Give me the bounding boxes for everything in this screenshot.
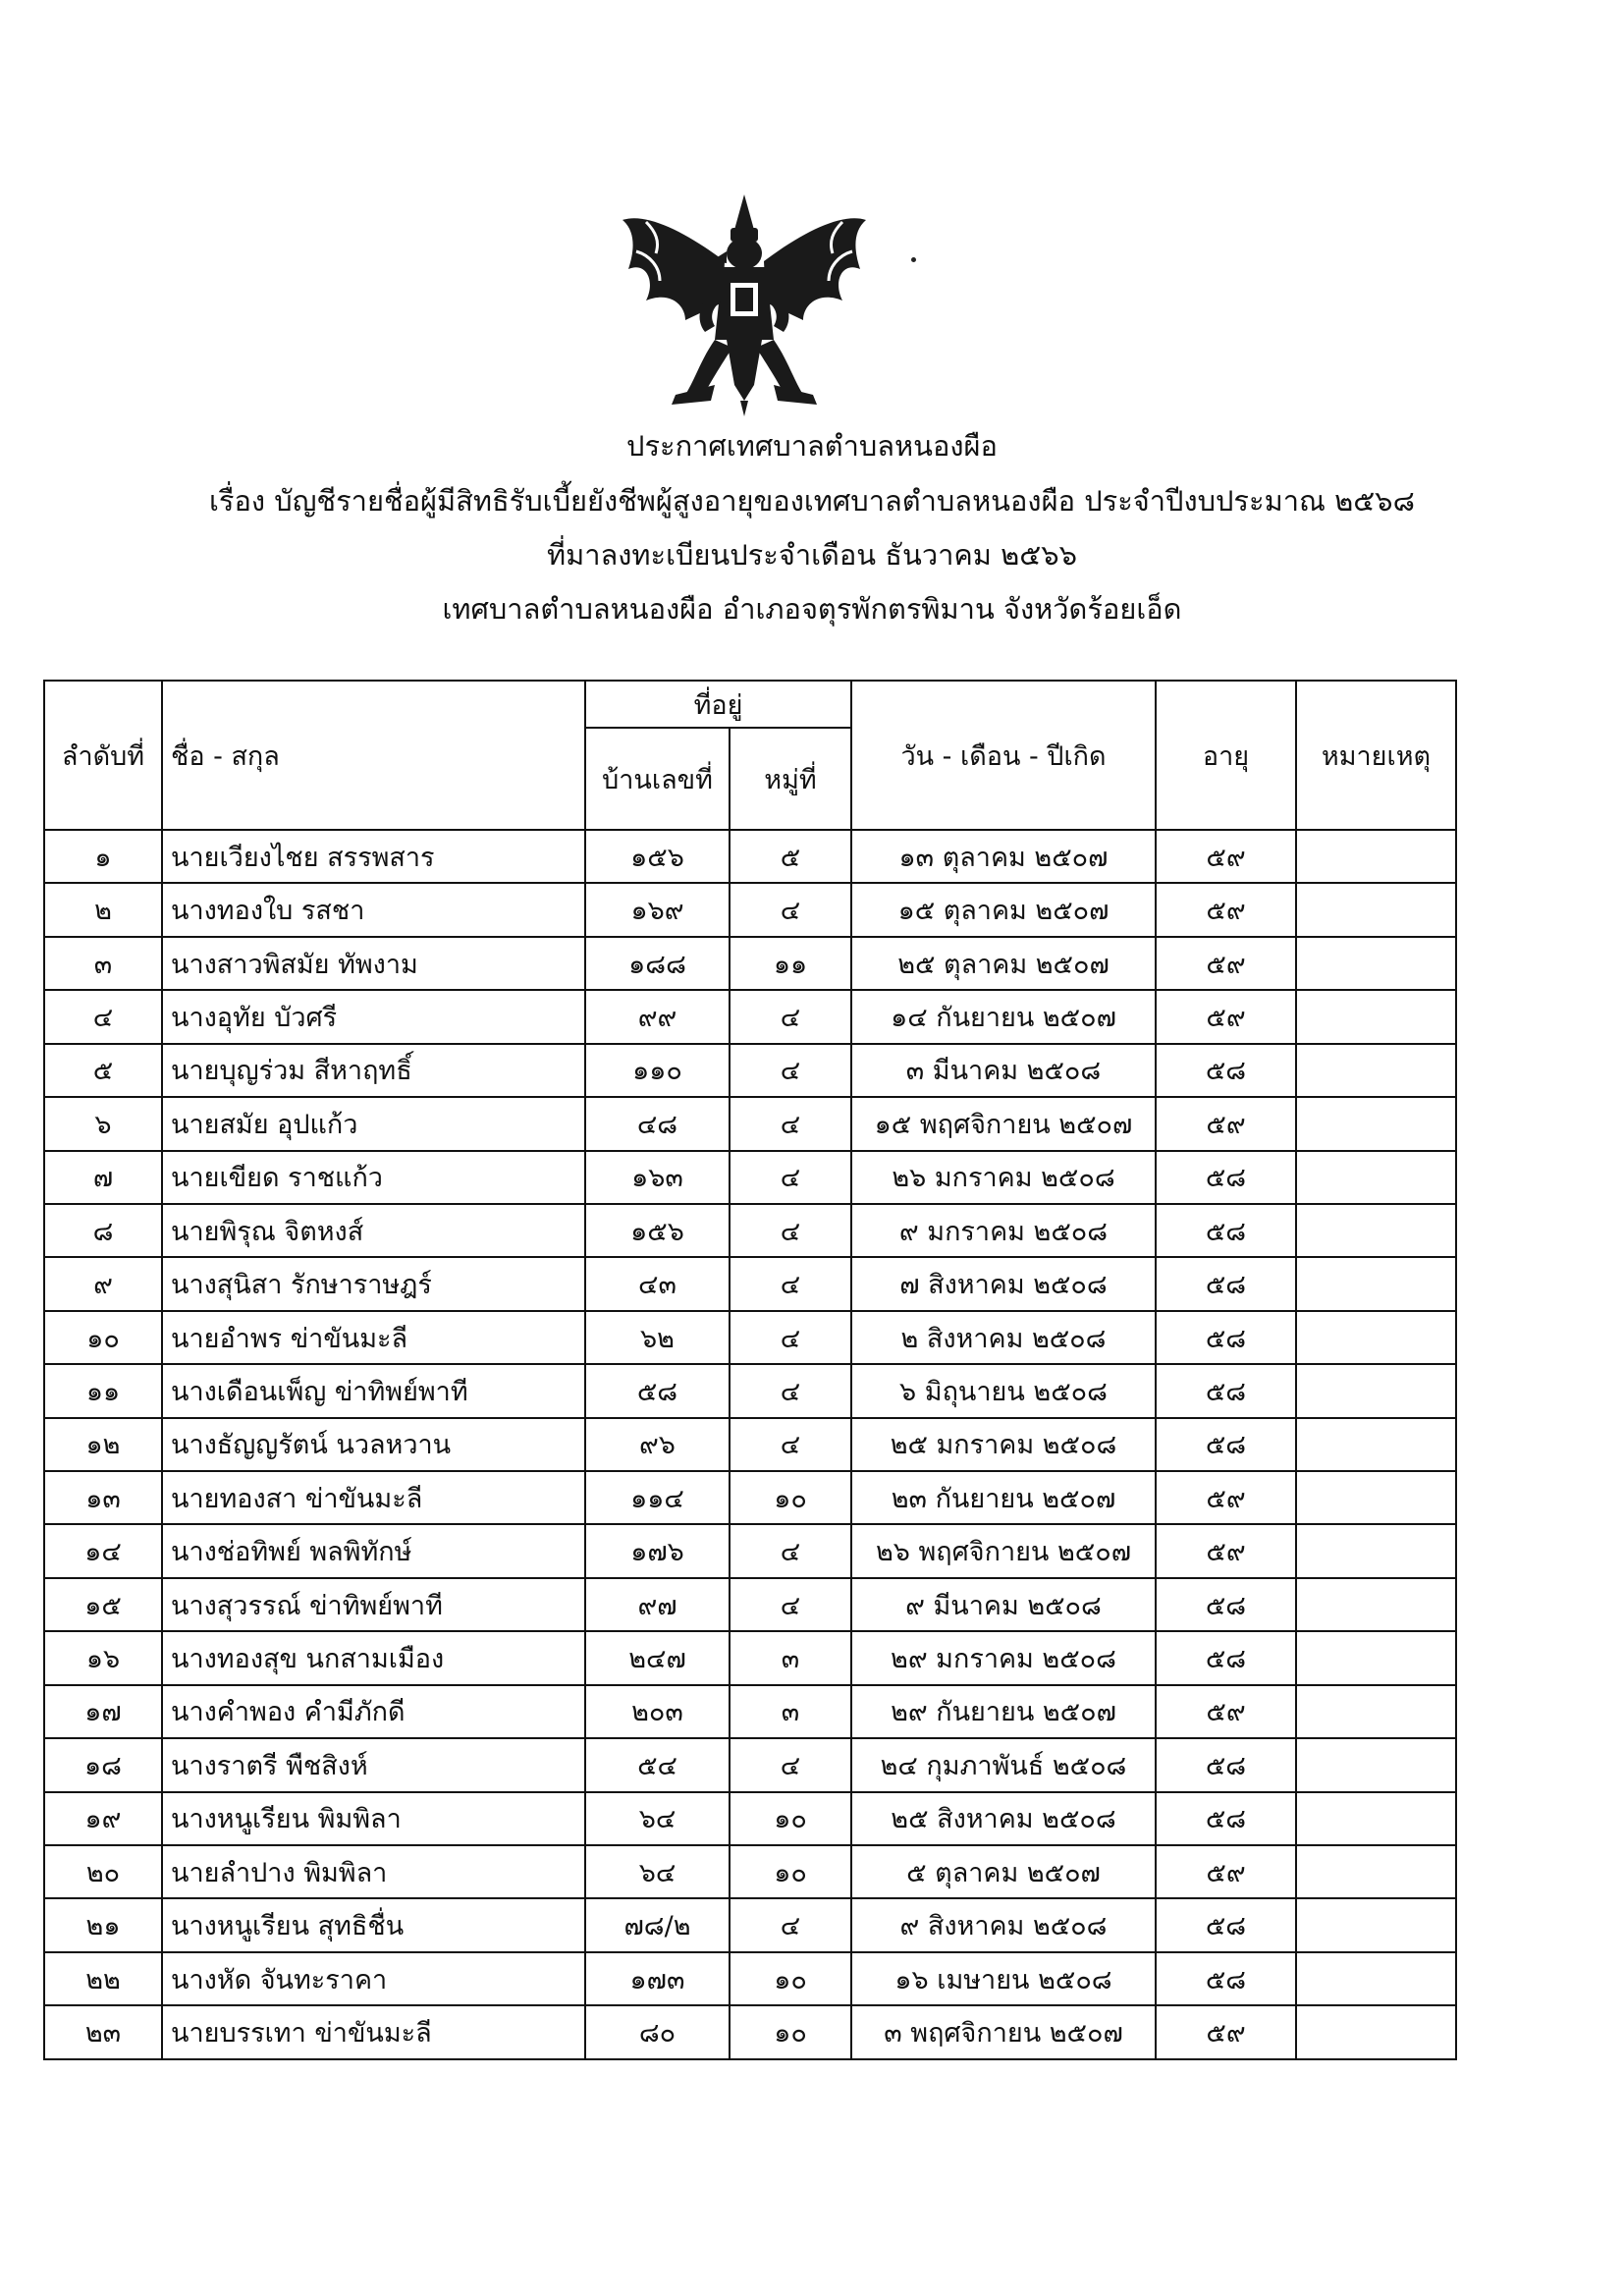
- table-row: [44, 1097, 1456, 1150]
- header-note: หมายเหตุ: [1296, 681, 1456, 830]
- row-note: [1296, 1471, 1456, 1524]
- registration-line: ที่มาลงทะเบียนประจำเดือน ธันวาคม ๒๕๖๖: [546, 538, 1078, 572]
- row-moo: ๑๐: [730, 1952, 851, 2005]
- row-house-number: ๔๘: [585, 1097, 730, 1150]
- row-house-number: ๕๘: [585, 1364, 730, 1417]
- header-moo: หมู่ที่: [730, 728, 851, 830]
- row-number: ๑๒: [44, 1418, 162, 1471]
- row-house-number: ๙๗: [585, 1578, 730, 1631]
- row-age: ๕๘: [1156, 1151, 1296, 1204]
- row-age: ๕๙: [1156, 1524, 1296, 1577]
- row-moo: ๔: [730, 883, 851, 936]
- row-note: [1296, 1685, 1456, 1738]
- row-number: ๕: [44, 1044, 162, 1097]
- row-house-number: ๒๐๓: [585, 1685, 730, 1738]
- row-house-number: ๑๖๓: [585, 1151, 730, 1204]
- row-birth-date: ๒ สิงหาคม ๒๕๐๘: [851, 1311, 1156, 1364]
- row-number: ๙: [44, 1257, 162, 1310]
- row-number: ๒๓: [44, 2005, 162, 2059]
- table-row: [44, 1311, 1456, 1364]
- row-number: ๓: [44, 937, 162, 990]
- row-note: [1296, 1097, 1456, 1150]
- row-note: [1296, 1257, 1456, 1310]
- header-address: ที่อยู่: [585, 681, 851, 728]
- table-row: [44, 1204, 1456, 1257]
- row-number: ๘: [44, 1204, 162, 1257]
- row-house-number: ๑๗๓: [585, 1952, 730, 2005]
- row-age: ๕๘: [1156, 1631, 1296, 1684]
- row-note: [1296, 1204, 1456, 1257]
- row-birth-date: ๙ มีนาคม ๒๕๐๘: [851, 1578, 1156, 1631]
- row-moo: ๔: [730, 990, 851, 1043]
- row-note: [1296, 1952, 1456, 2005]
- row-house-number: ๔๓: [585, 1257, 730, 1310]
- row-name: นางทองสุข นกสามเมือง: [162, 1631, 585, 1684]
- garuda-emblem-icon: [617, 192, 872, 418]
- table-row: [44, 1898, 1456, 1951]
- table-row: [44, 1738, 1456, 1791]
- row-moo: ๔: [730, 1418, 851, 1471]
- row-moo: ๔: [730, 1044, 851, 1097]
- row-name: นางสุวรรณ์ ข่าทิพย์พาที: [162, 1578, 585, 1631]
- row-birth-date: ๑๖ เมษายน ๒๕๐๘: [851, 1952, 1156, 2005]
- header-no: ลำดับที่: [44, 681, 162, 830]
- row-number: ๑๗: [44, 1685, 162, 1738]
- row-birth-date: ๒๕ สิงหาคม ๒๕๐๘: [851, 1792, 1156, 1845]
- row-age: ๕๙: [1156, 1845, 1296, 1898]
- row-name: นายอำพร ข่าขันมะลี: [162, 1311, 585, 1364]
- row-note: [1296, 1524, 1456, 1577]
- row-age: ๕๘: [1156, 1257, 1296, 1310]
- row-number: ๑๔: [44, 1524, 162, 1577]
- row-house-number: ๙๙: [585, 990, 730, 1043]
- row-moo: ๔: [730, 1097, 851, 1150]
- row-moo: ๔: [730, 1257, 851, 1310]
- row-age: ๕๘: [1156, 1204, 1296, 1257]
- row-name: นางเดือนเพ็ญ ข่าทิพย์พาที: [162, 1364, 585, 1417]
- table-row: [44, 937, 1456, 990]
- table-row: [44, 1631, 1456, 1684]
- row-age: ๕๙: [1156, 2005, 1296, 2059]
- row-birth-date: ๙ มกราคม ๒๕๐๘: [851, 1204, 1156, 1257]
- table-row: [44, 990, 1456, 1043]
- row-number: ๒: [44, 883, 162, 936]
- row-birth-date: ๒๕ ตุลาคม ๒๕๐๗: [851, 937, 1156, 990]
- row-house-number: ๒๔๗: [585, 1631, 730, 1684]
- row-birth-date: ๒๓ กันยายน ๒๕๐๗: [851, 1471, 1156, 1524]
- row-note: [1296, 883, 1456, 936]
- row-name: นายเวียงไชย สรรพสาร: [162, 830, 585, 883]
- row-age: ๕๘: [1156, 1364, 1296, 1417]
- row-note: [1296, 1792, 1456, 1845]
- row-note: [1296, 1311, 1456, 1364]
- row-note: [1296, 1151, 1456, 1204]
- row-number: ๗: [44, 1151, 162, 1204]
- subject-line: เรื่อง บัญชีรายชื่อผู้มีสิทธิรับเบี้ยยังชีพผู้สูงอายุของเทศบาลตำบลหนองผือ ประจำปีงบประมาณ ๒๕๖๘: [209, 484, 1415, 518]
- table-row: [44, 1257, 1456, 1310]
- row-birth-date: ๑๕ พฤศจิกายน ๒๕๐๗: [851, 1097, 1156, 1150]
- speck-mark: [911, 257, 916, 262]
- row-name: นายเขียด ราชแก้ว: [162, 1151, 585, 1204]
- row-house-number: ๑๑๔: [585, 1471, 730, 1524]
- row-moo: ๔: [730, 1311, 851, 1364]
- row-age: ๕๙: [1156, 1097, 1296, 1150]
- row-moo: ๑๐: [730, 1792, 851, 1845]
- row-age: ๕๘: [1156, 1738, 1296, 1791]
- row-house-number: ๑๑๐: [585, 1044, 730, 1097]
- row-birth-date: ๒๕ มกราคม ๒๕๐๘: [851, 1418, 1156, 1471]
- table-row: [44, 1151, 1456, 1204]
- row-moo: ๑๐: [730, 2005, 851, 2059]
- row-note: [1296, 1738, 1456, 1791]
- header-house: บ้านเลขที่: [585, 728, 730, 830]
- row-house-number: ๑๕๖: [585, 830, 730, 883]
- row-birth-date: ๑๕ ตุลาคม ๒๕๐๗: [851, 883, 1156, 936]
- row-age: ๕๙: [1156, 883, 1296, 936]
- row-age: ๕๘: [1156, 1578, 1296, 1631]
- row-house-number: ๖๒: [585, 1311, 730, 1364]
- table-row: [44, 1418, 1456, 1471]
- row-name: นางช่อทิพย์ พลพิทักษ์: [162, 1524, 585, 1577]
- table-row: [44, 1364, 1456, 1417]
- row-birth-date: ๕ ตุลาคม ๒๕๐๗: [851, 1845, 1156, 1898]
- row-moo: ๕: [730, 830, 851, 883]
- row-number: ๒๒: [44, 1952, 162, 2005]
- row-note: [1296, 830, 1456, 883]
- row-number: ๖: [44, 1097, 162, 1150]
- table-row: [44, 830, 1456, 883]
- row-note: [1296, 1845, 1456, 1898]
- row-number: ๔: [44, 990, 162, 1043]
- row-birth-date: ๒๙ มกราคม ๒๕๐๘: [851, 1631, 1156, 1684]
- row-name: นายลำปาง พิมพิลา: [162, 1845, 585, 1898]
- announcement-title: ประกาศเทศบาลตำบลหนองผือ: [626, 429, 998, 463]
- row-birth-date: ๓ มีนาคม ๒๕๐๘: [851, 1044, 1156, 1097]
- row-number: ๒๐: [44, 1845, 162, 1898]
- header-age: อายุ: [1156, 681, 1296, 830]
- row-birth-date: ๙ สิงหาคม ๒๕๐๘: [851, 1898, 1156, 1951]
- row-birth-date: ๗ สิงหาคม ๒๕๐๘: [851, 1257, 1156, 1310]
- row-house-number: ๘๐: [585, 2005, 730, 2059]
- row-birth-date: ๓ พฤศจิกายน ๒๕๐๗: [851, 2005, 1156, 2059]
- row-moo: ๔: [730, 1151, 851, 1204]
- table-row: [44, 1471, 1456, 1524]
- row-age: ๕๘: [1156, 1898, 1296, 1951]
- header-dob: วัน - เดือน - ปีเกิด: [851, 681, 1156, 830]
- row-age: ๕๙: [1156, 1471, 1296, 1524]
- table-row: [44, 1524, 1456, 1577]
- row-age: ๕๘: [1156, 1792, 1296, 1845]
- row-moo: ๔: [730, 1524, 851, 1577]
- row-name: นางอุทัย บัวศรี: [162, 990, 585, 1043]
- row-note: [1296, 1898, 1456, 1951]
- row-name: นายบรรเทา ข่าขันมะลี: [162, 2005, 585, 2059]
- row-number: ๑๐: [44, 1311, 162, 1364]
- row-birth-date: ๒๔ กุมภาพันธ์ ๒๕๐๘: [851, 1738, 1156, 1791]
- row-number: ๑๘: [44, 1738, 162, 1791]
- row-number: ๑๕: [44, 1578, 162, 1631]
- row-birth-date: ๒๖ พฤศจิกายน ๒๕๐๗: [851, 1524, 1156, 1577]
- row-number: ๑๙: [44, 1792, 162, 1845]
- row-number: ๒๑: [44, 1898, 162, 1951]
- row-number: ๑๖: [44, 1631, 162, 1684]
- row-number: ๑: [44, 830, 162, 883]
- row-moo: ๔: [730, 1738, 851, 1791]
- row-name: นางคำพอง คำมีภักดี: [162, 1685, 585, 1738]
- location-line: เทศบาลตำบลหนองผือ อำเภอจตุรพักตรพิมาน จังหวัดร้อยเอ็ด: [442, 592, 1182, 626]
- row-name: นางหนูเรียน พิมพิลา: [162, 1792, 585, 1845]
- row-note: [1296, 990, 1456, 1043]
- row-age: ๕๙: [1156, 1685, 1296, 1738]
- row-house-number: ๑๕๖: [585, 1204, 730, 1257]
- header-name: ชื่อ - สกุล: [162, 681, 585, 830]
- row-house-number: ๑๗๖: [585, 1524, 730, 1577]
- row-moo: ๑๑: [730, 937, 851, 990]
- row-age: ๕๘: [1156, 1952, 1296, 2005]
- row-age: ๕๘: [1156, 1044, 1296, 1097]
- row-moo: ๑๐: [730, 1845, 851, 1898]
- row-age: ๕๙: [1156, 990, 1296, 1043]
- row-house-number: ๖๔: [585, 1845, 730, 1898]
- row-name: นายพิรุณ จิตหงส์: [162, 1204, 585, 1257]
- row-moo: ๔: [730, 1364, 851, 1417]
- row-note: [1296, 1631, 1456, 1684]
- row-name: นางหนูเรียน สุทธิชื่น: [162, 1898, 585, 1951]
- row-name: นางหัด จันทะราคา: [162, 1952, 585, 2005]
- row-name: นายบุญร่วม สีหาฤทธิ์: [162, 1044, 585, 1097]
- row-birth-date: ๒๖ มกราคม ๒๕๐๘: [851, 1151, 1156, 1204]
- table-row: [44, 1845, 1456, 1898]
- beneficiary-table: [43, 680, 1457, 2060]
- row-age: ๕๙: [1156, 830, 1296, 883]
- row-name: นายทองสา ข่าขันมะลี: [162, 1471, 585, 1524]
- row-name: นางสุนิสา รักษาราษฎร์: [162, 1257, 585, 1310]
- row-house-number: ๗๘/๒: [585, 1898, 730, 1951]
- row-house-number: ๖๔: [585, 1792, 730, 1845]
- row-moo: ๔: [730, 1578, 851, 1631]
- row-name: นางธัญญรัตน์ นวลหวาน: [162, 1418, 585, 1471]
- row-age: ๕๘: [1156, 1418, 1296, 1471]
- table-row: [44, 1578, 1456, 1631]
- table-row: [44, 1952, 1456, 2005]
- row-note: [1296, 1044, 1456, 1097]
- row-age: ๕๘: [1156, 1311, 1296, 1364]
- row-note: [1296, 1418, 1456, 1471]
- row-house-number: ๑๖๙: [585, 883, 730, 936]
- row-note: [1296, 1364, 1456, 1417]
- row-moo: ๑๐: [730, 1471, 851, 1524]
- row-birth-date: ๒๙ กันยายน ๒๕๐๗: [851, 1685, 1156, 1738]
- row-note: [1296, 937, 1456, 990]
- row-name: นางทองใบ รสชา: [162, 883, 585, 936]
- row-name: นายสมัย อุปแก้ว: [162, 1097, 585, 1150]
- row-birth-date: ๑๔ กันยายน ๒๕๐๗: [851, 990, 1156, 1043]
- table-row: [44, 1685, 1456, 1738]
- row-house-number: ๕๔: [585, 1738, 730, 1791]
- row-moo: ๓: [730, 1631, 851, 1684]
- row-moo: ๔: [730, 1898, 851, 1951]
- table-row: [44, 883, 1456, 936]
- row-note: [1296, 2005, 1456, 2059]
- row-number: ๑๓: [44, 1471, 162, 1524]
- row-house-number: ๙๖: [585, 1418, 730, 1471]
- row-name: นางราตรี พืชสิงห์: [162, 1738, 585, 1791]
- table-row: [44, 1044, 1456, 1097]
- row-name: นางสาวพิสมัย ทัพงาม: [162, 937, 585, 990]
- row-moo: ๔: [730, 1204, 851, 1257]
- row-age: ๕๙: [1156, 937, 1296, 990]
- row-number: ๑๑: [44, 1364, 162, 1417]
- row-house-number: ๑๘๘: [585, 937, 730, 990]
- table-row: [44, 2005, 1456, 2059]
- row-birth-date: ๑๓ ตุลาคม ๒๕๐๗: [851, 830, 1156, 883]
- table-row: [44, 1792, 1456, 1845]
- row-note: [1296, 1578, 1456, 1631]
- row-moo: ๓: [730, 1685, 851, 1738]
- row-birth-date: ๖ มิถุนายน ๒๕๐๘: [851, 1364, 1156, 1417]
